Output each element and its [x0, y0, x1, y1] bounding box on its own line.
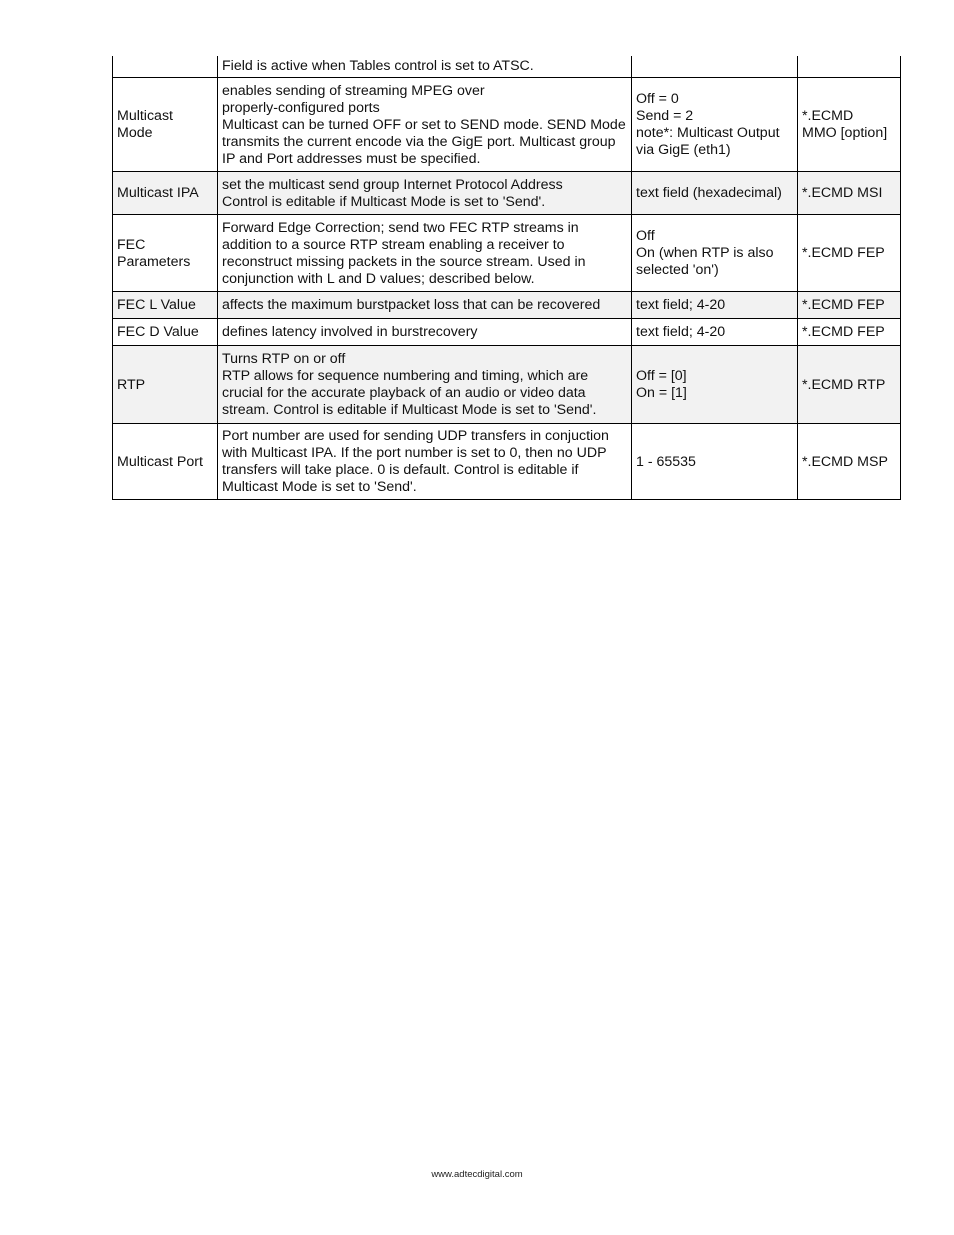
- table-row: [113, 78, 901, 172]
- parameter-values: text field; 4-20: [632, 292, 798, 319]
- parameter-values: text field; 4-20: [632, 319, 798, 346]
- parameter-command: *.ECMD MSP: [798, 424, 901, 500]
- parameter-name: FEC L Value: [113, 292, 218, 319]
- footer-url: www.adtecdigital.com: [431, 1169, 523, 1180]
- parameter-command: *.ECMD FEP: [798, 292, 901, 319]
- parameter-name: Multicast IPA: [113, 172, 218, 215]
- parameter-description: Forward Edge Correction; send two FEC RTP streams in addition to a source RTP stream enabling a receiver to reconstruct missing packets in the source stream. Used in conjunction with L and D values; described below.: [218, 215, 632, 292]
- parameter-table: [112, 56, 901, 500]
- parameter-command: *.ECMD RTP: [798, 346, 901, 424]
- parameter-command: *.ECMD FEP: [798, 215, 901, 292]
- table-row: [113, 56, 901, 78]
- parameter-values: [632, 56, 798, 78]
- parameter-description: Field is active when Tables control is set to ATSC.: [218, 56, 632, 78]
- table-row: [113, 319, 901, 346]
- parameter-description: Turns RTP on or off RTP allows for sequence numbering and timing, which are crucial for the accurate playback of an audio or video data stream. Control is editable if Multicast Mode is set to 'Send'.: [218, 346, 632, 424]
- parameter-name: Multicast Mode: [113, 78, 218, 172]
- parameter-name: FEC Parameters: [113, 215, 218, 292]
- table-row: [113, 172, 901, 215]
- table-row: [113, 215, 901, 292]
- table-row: [113, 346, 901, 424]
- parameter-command: [798, 56, 901, 78]
- parameter-values: Off = [0] On = [1]: [632, 346, 798, 424]
- parameter-values: text field (hexadecimal): [632, 172, 798, 215]
- parameter-values: 1 - 65535: [632, 424, 798, 500]
- parameter-name: RTP: [113, 346, 218, 424]
- parameter-description: enables sending of streaming MPEG over properly-configured ports Multicast can be turned OFF or set to SEND mode. SEND Mode transmits the current encode via the GigE port. Multicast group IP and Port addresses must be specified.: [218, 78, 632, 172]
- parameter-name: Multicast Port: [113, 424, 218, 500]
- parameter-values: Off = 0 Send = 2 note*: Multicast Output via GigE (eth1): [632, 78, 798, 172]
- parameter-description: defines latency involved in burstrecovery: [218, 319, 632, 346]
- table-row: [113, 424, 901, 500]
- parameter-description: affects the maximum burstpacket loss that can be recovered: [218, 292, 632, 319]
- parameter-description: Port number are used for sending UDP transfers in conjuction with Multicast IPA. If the port number is set to 0, then no UDP transfers will take place. 0 is default. Control is editable if Multicast Mode is set to 'Send'.: [218, 424, 632, 500]
- parameter-name: FEC D Value: [113, 319, 218, 346]
- parameter-values: Off On (when RTP is also selected 'on'): [632, 215, 798, 292]
- parameter-description: set the multicast send group Internet Protocol Address Control is editable if Multicast Mode is set to 'Send'.: [218, 172, 632, 215]
- table-row: [113, 292, 901, 319]
- parameter-command: *.ECMD FEP: [798, 319, 901, 346]
- parameter-command: *.ECMD MSI: [798, 172, 901, 215]
- parameter-command: *.ECMD MMO [option]: [798, 78, 901, 172]
- parameter-name: [113, 56, 218, 78]
